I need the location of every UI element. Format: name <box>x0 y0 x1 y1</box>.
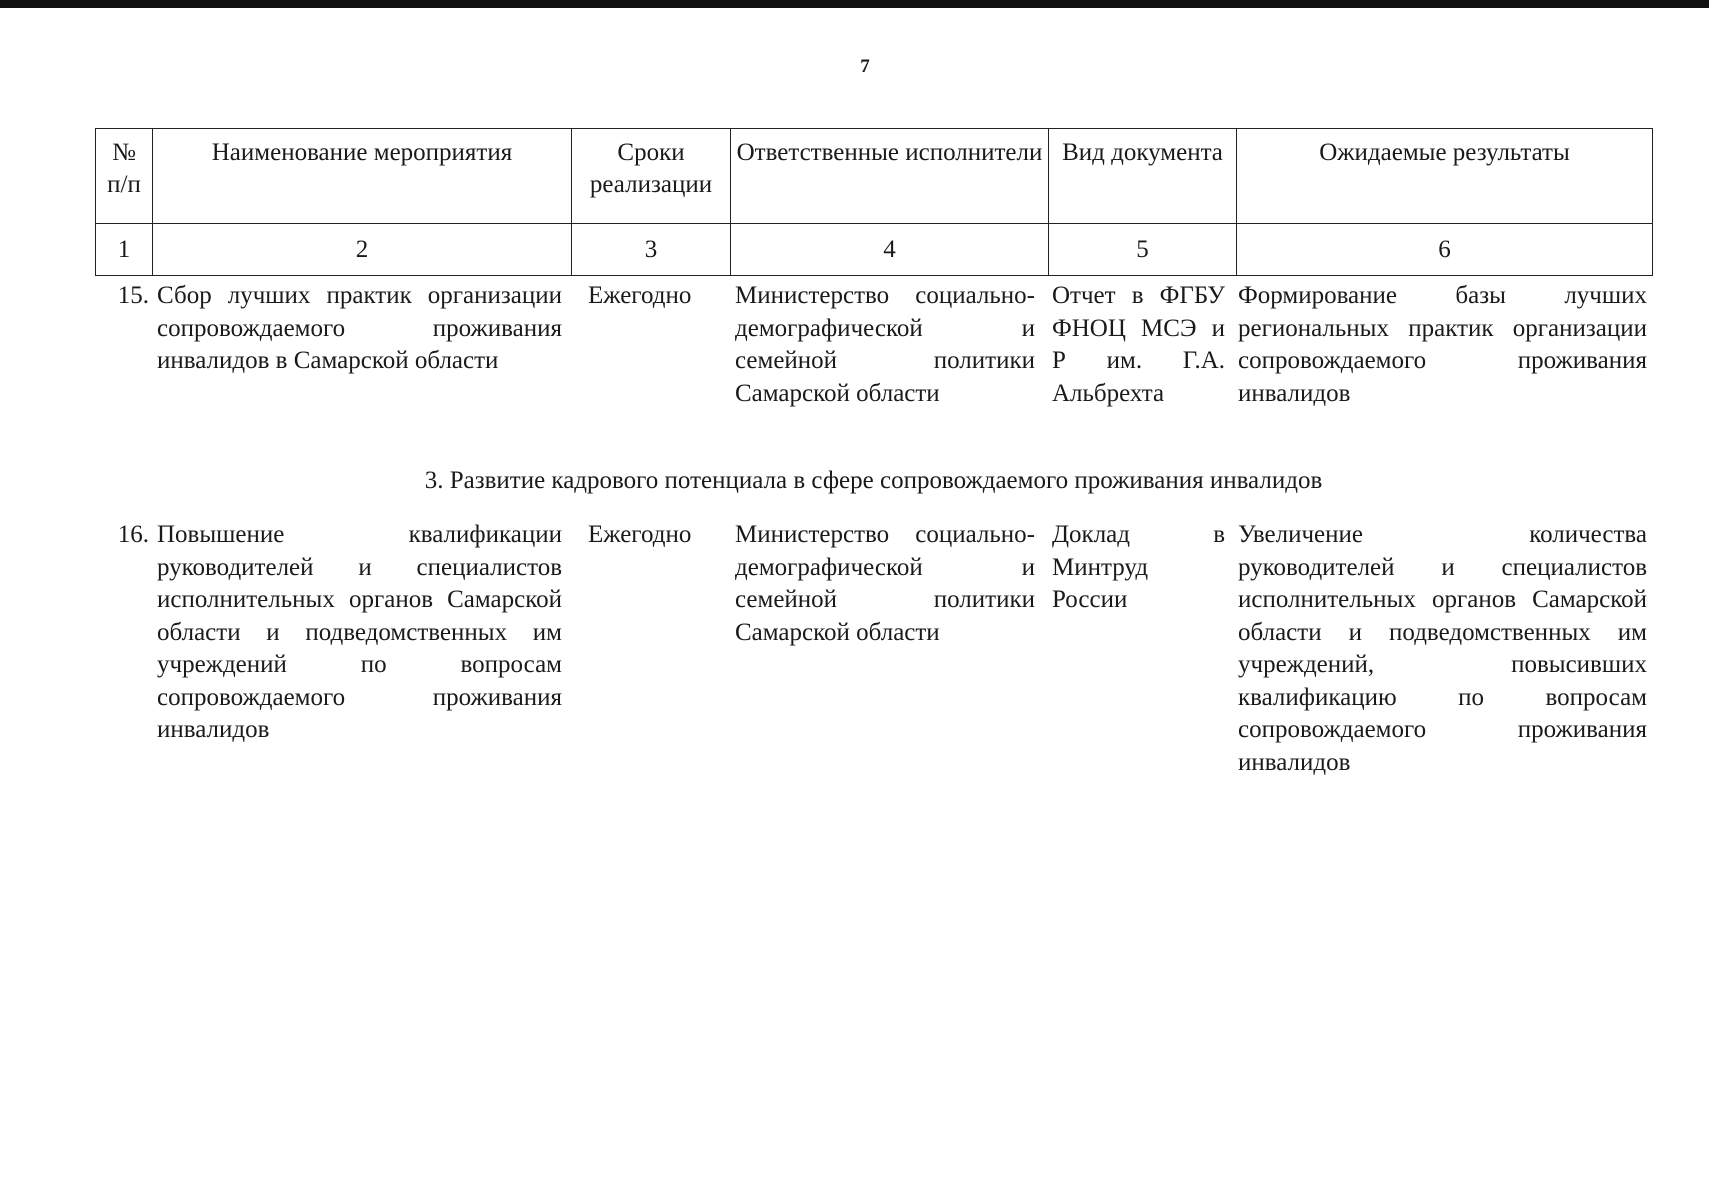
row-term: Ежегодно <box>588 521 692 548</box>
row-number: 15. <box>117 282 149 309</box>
row-name: Повышение квалификации руководителей и специалистов исполнительных органов Самарской области и подведомственных им учреждений по вопросам сопровождаемого проживания инвалидов <box>157 521 562 743</box>
row-responsible: Министерство социально-демографической и семейной политики Самарской области <box>735 282 1035 407</box>
header-number: № п/п <box>96 129 153 224</box>
header-result: Ожидаемые результаты <box>1237 129 1653 224</box>
row-document: Доклад в Минтруд России <box>1052 521 1225 613</box>
column-number: 3 <box>572 224 731 276</box>
row-number: 16. <box>117 521 149 548</box>
row-responsible: Министерство социально-демографической и семейной политики Самарской области <box>735 521 1035 646</box>
row-document: Отчет в ФГБУ ФНОЦ МСЭ и Р им. Г.А. Альбрехта <box>1052 282 1225 407</box>
header-document: Вид документа <box>1049 129 1237 224</box>
header-term: Сроки реализации <box>572 129 731 224</box>
page-number: 7 <box>860 56 870 77</box>
section-title: 3. Развитие кадрового потенциала в сфере сопровождаемого проживания инвалидов <box>424 467 1323 494</box>
column-number-row <box>96 224 1653 276</box>
header-row <box>96 129 1653 224</box>
row-result: Формирование базы лучших региональных практик организации сопровождаемого проживания инвалидов <box>1238 282 1647 407</box>
row-name: Сбор лучших практик организации сопровождаемого проживания инвалидов в Самарской области <box>157 282 562 374</box>
row-term: Ежегодно <box>588 282 692 309</box>
column-number: 1 <box>96 224 153 276</box>
column-number: 6 <box>1237 224 1653 276</box>
row-result: Увеличение количества руководителей и специалистов исполнительных органов Самарской области и подведомственных им учреждений, повысивших квалификацию по вопросам сопровождаемого проживания инвалидов <box>1238 521 1647 776</box>
header-name: Наименование мероприятия <box>153 129 572 224</box>
header-responsible: Ответственные исполнители <box>731 129 1049 224</box>
column-number: 2 <box>153 224 572 276</box>
column-number: 5 <box>1049 224 1237 276</box>
table-header <box>95 128 1653 276</box>
column-number: 4 <box>731 224 1049 276</box>
page-top-border <box>0 0 1709 8</box>
